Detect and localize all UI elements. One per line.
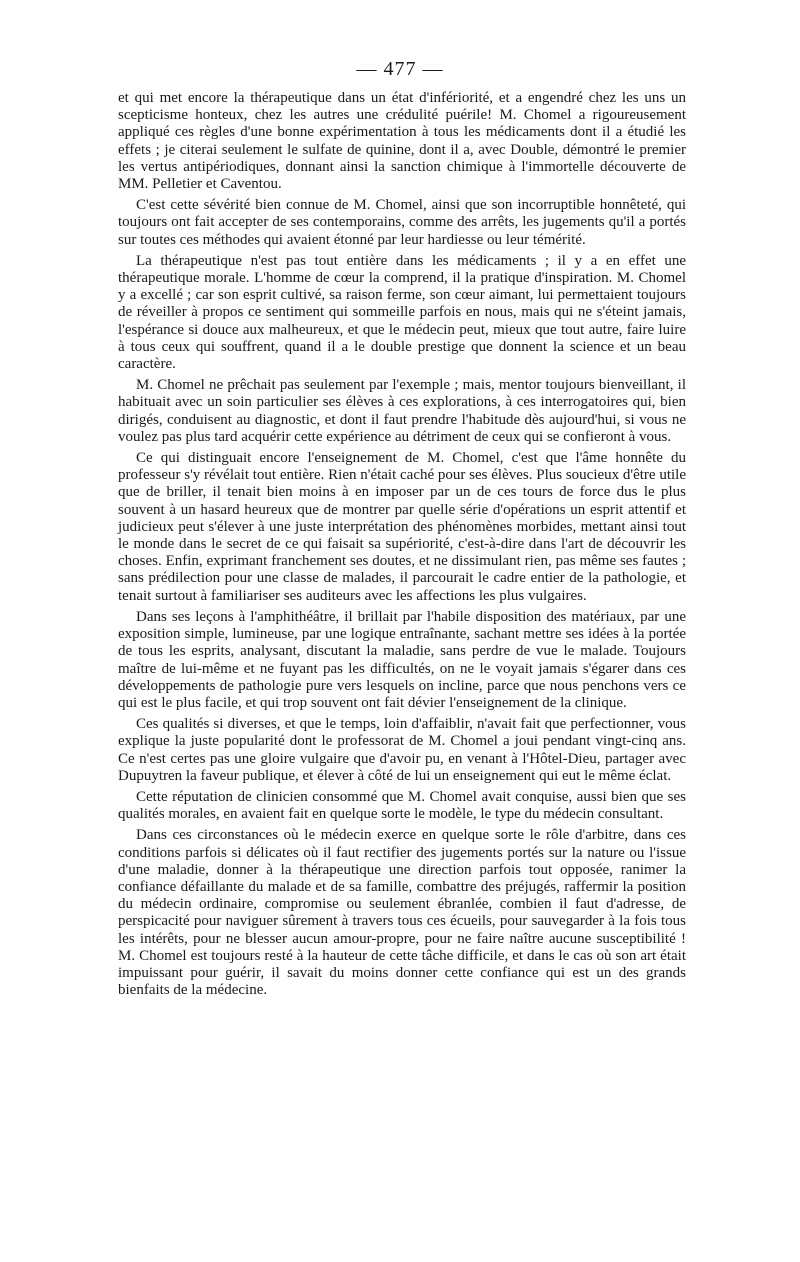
paragraph-7: Ces qualités si diverses, et que le temps, loin d'affaiblir, n'avait fait que perfectionner, vous explique la juste popularité dont le professorat de M. Chomel a joui pendant vingt-cinq ans. Ce n'est certes pas une gloire vulgaire que d'avoir pu, en venant à l'Hôtel-Dieu, partager avec Dupuytren la faveur publique, et élever à côté de lui un enseignement qui eut le même éclat. [118, 716, 686, 784]
paragraph-6: Dans ses leçons à l'amphithéâtre, il brillait par l'habile disposition des matériaux, par une exposition simple, lumineuse, par une logique entraînante, sachant mettre ses idées à la portée de tous les esprits, analysant, discutant la maladie, sans perdre de vue le malade. Toujours maître de lui-même et ne fuyant pas les difficultés, on ne le voyait jamais s'égarer dans ces développements de pathologie pure vers lesquels on incline, parce que nous penchons vers ce qui est le plus facile, et qui trop souvent ont fait dévier l'enseignement de la clinique. [118, 608, 686, 711]
paragraph-4: M. Chomel ne prêchait pas seulement par l'exemple ; mais, mentor toujours bienveillant, il habituait avec un soin particulier ses élèves à ces explorations, à ces interrogatoires qui, bien dirigés, conduisent au diagnostic, et dont il faut prendre l'habitude dès aujourd'hui, si vous ne voulez pas plus tard acquérir cette expérience au détriment de ceux qui se confieront à vous. [118, 377, 686, 445]
page-number: — 477 — [356, 58, 444, 80]
paragraph-9: Dans ces circonstances où le médecin exerce en quelque sorte le rôle d'arbitre, dans ces conditions parfois si délicates où il faut rectifier des jugements portés sur la nature ou l'issue d'une maladie, donner à la thérapeutique une direction parfois tout opposée, ranimer la confiance défaillante du malade et de sa famille, combattre des préjugés, raffermir la position du médecin ordinaire, compromise ou seulement ébranlée, combien il faut d'adresse, de perspicacité pour naviguer sûrement à travers tous ces écueils, pour sauvegarder à la fois tous les intérêts, pour ne blesser aucun amour-propre, pour ne faire naître aucune susceptibilité ! M. Chomel est toujours resté à la hauteur de cette tâche difficile, et dans le cas où son art était impuissant pour guérir, il savait du moins donner cette confiance qui est un des grands bienfaits de la médecine. [118, 827, 686, 999]
paragraph-1: et qui met encore la thérapeutique dans un état d'infériorité, et a engendré chez les uns un scepticisme honteux, chez les autres une crédulité puérile! M. Chomel a rigoureusement appliqué ces règles d'une bonne expérimentation à tous les médicaments dont il a étudié les effets ; je citerai seulement le sulfate de quinine, dont il a, avec Double, démontré le premier les vertus antipériodiques, donnant ainsi la sanction chimique à l'immortelle découverte de MM. Pelletier et Caventou. [118, 90, 686, 193]
paragraph-3: La thérapeutique n'est pas tout entière dans les médicaments ; il y a en effet une thérapeutique morale. L'homme de cœur la comprend, il la pratique d'inspiration. M. Chomel y a excellé ; car son esprit cultivé, sa raison ferme, son cœur aimant, lui permettaient toujours de réveiller à propos ce sentiment qui sommeille parfois en nous, mais qui ne s'éteint jamais, l'espérance si douce aux malheureux, et que le médecin peut, mieux que tout autre, faire luire à tous ceux qui souffrent, quand il a le double prestige que donnent la science et un beau caractère. [118, 252, 686, 373]
paragraph-8: Cette réputation de clinicien consommé que M. Chomel avait conquise, aussi bien que ses qualités morales, en avaient fait en quelque sorte le modèle, le type du médecin consultant. [118, 788, 686, 823]
body-text [118, 90, 686, 1003]
paragraph-2: C'est cette sévérité bien connue de M. Chomel, ainsi que son incorruptible honnêteté, qui toujours ont fait accepter de ses contemporains, comme des arrêts, les jugements qu'il a portés sur toutes ces méthodes qui avaient étonné par leur hardiesse ou leur témérité. [118, 197, 686, 248]
paragraph-5: Ce qui distinguait encore l'enseignement de M. Chomel, c'est que l'âme honnête du professeur s'y révélait tout entière. Rien n'était caché pour ses élèves. Plus soucieux d'être utile que de briller, il tenait bien moins à en imposer par un de ces tours de force dus le plus souvent à un hasard heureux que de montrer par quelle série d'opérations un esprit attentif et judicieux peut s'élever à une juste interprétation des phénomènes morbides, mettant ainsi tout le monde dans le secret de ce qui faisait sa supériorité, c'est-à-dire dans l'art de découvrir les choses. Enfin, exprimant franchement ses doutes, et ne dissimulant rien, pas même ses fautes ; sans prédilection pour une classe de malades, il parcourait le cadre entier de la pathologie, et tenait surtout à familiariser ses auditeurs avec les affections les plus vulgaires. [118, 450, 686, 604]
